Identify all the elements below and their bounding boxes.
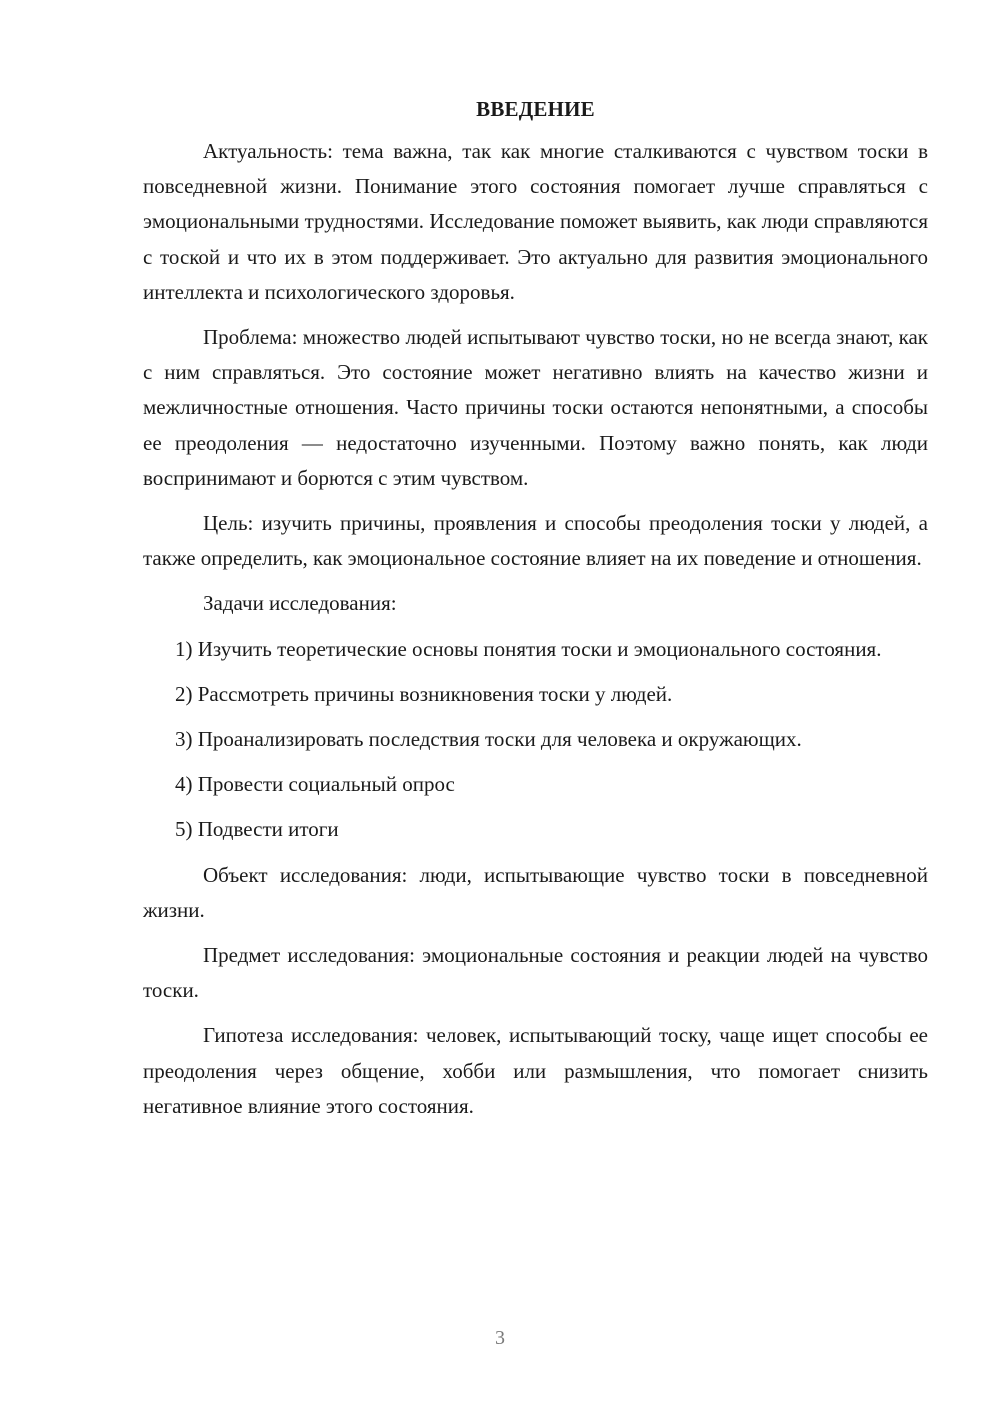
paragraph-subject: Предмет исследования: эмоциональные состояния и реакции людей на чувство тоски. — [143, 943, 928, 1003]
task-item: 3) Проанализировать последствия тоски для человека и окружающих. — [175, 727, 802, 752]
task-item: 1) Изучить теоретические основы понятия тоски и эмоционального состояния. — [175, 636, 882, 661]
task-item: 4) Провести социальный опрос — [175, 772, 455, 797]
paragraph-relevance: Актуальность: тема важна, так как многие сталкиваются с чувством тоски в повседневной жизни. Понимание этого состояния помогает лучше справляться с эмоциональными трудностями. Исследование поможет выявить, как люди справляются с тоской и что их в этом поддерживает. Это актуально для развития эмоционального интеллекта и психологического здоровья. — [143, 139, 928, 304]
task-item: 2) Рассмотреть причины возникновения тоски у людей. — [175, 681, 673, 706]
task-item: 5) Подвести итоги — [175, 817, 339, 842]
tasks-heading: Задачи исследования: — [203, 591, 397, 616]
tasks-list — [143, 632, 928, 848]
page-number: 3 — [495, 1327, 505, 1349]
paragraph-object: Объект исследования: люди, испытывающие чувство тоски в повседневной жизни. — [143, 862, 928, 922]
paragraph-hypothesis: Гипотеза исследования: человек, испытывающий тоску, чаще ищет способы ее преодоления через общение, хобби или размышления, что помогает снизить негативное влияние этого состояния. — [143, 1023, 928, 1118]
paragraph-problem: Проблема: множество людей испытывают чувство тоски, но не всегда знают, как с ним справляться. Это состояние может негативно влиять на качество жизни и межличностные отношения. Часто причины тоски остаются непонятными, а способы ее преодоления — недостаточно изученными. Поэтому важно понять, как люди воспринимают и борются с этим чувством. — [143, 325, 928, 490]
paragraph-goal: Цель: изучить причины, проявления и способы преодоления тоски у людей, а также определить, как эмоциональное состояние влияет на их поведение и отношения. — [143, 511, 928, 571]
section-title: ВВЕДЕНИЕ — [476, 97, 595, 121]
document-page — [143, 92, 928, 1134]
